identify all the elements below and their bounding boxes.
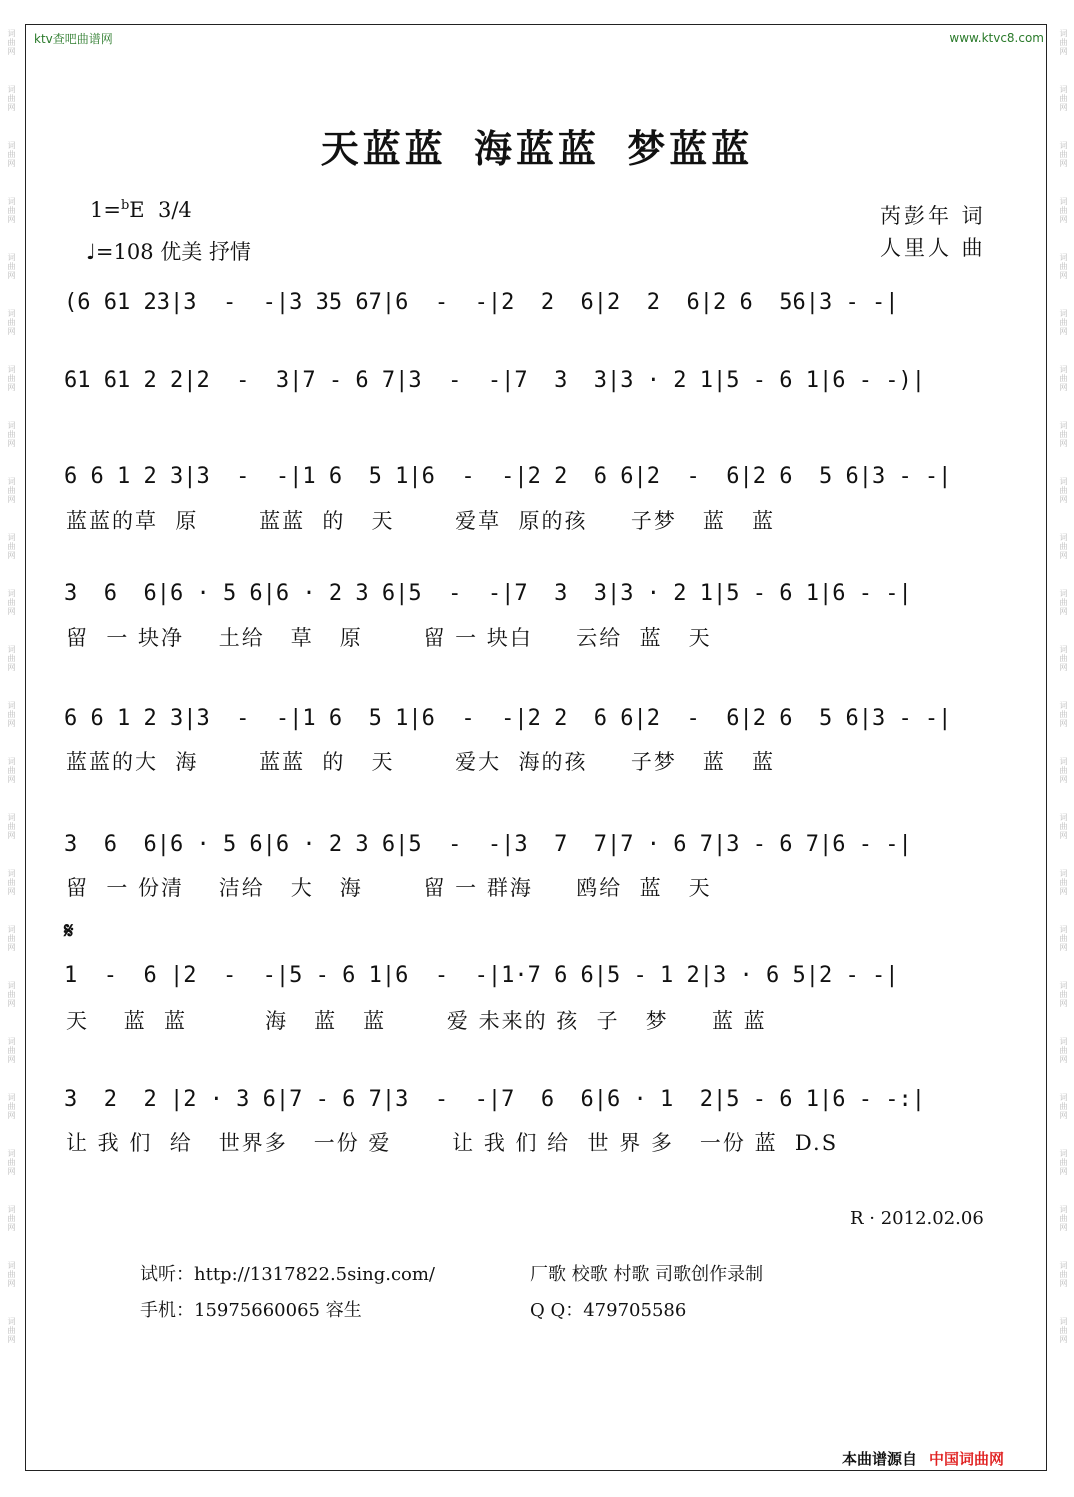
side-watermark-text: 词曲网	[1059, 365, 1068, 392]
phone-contact: 手机：15975660065 容生	[140, 1300, 362, 1321]
side-watermark-text: 词曲网	[1059, 533, 1068, 560]
side-watermark-text: 词曲网	[1059, 477, 1068, 504]
side-watermark-text: 词曲网	[1059, 141, 1068, 168]
side-watermark-text: 词曲网	[1059, 253, 1068, 280]
side-watermark-text: 词曲网	[7, 645, 16, 672]
service-text: 厂歌 校歌 村歌 司歌创作录制	[530, 1264, 764, 1285]
lyrics-line-6: 留 一 份清 洁给 大 海 留 一 群海 鸥给 蓝 天	[66, 876, 712, 900]
side-watermark-text: 词曲网	[1059, 309, 1068, 336]
side-watermark-text: 词曲网	[7, 533, 16, 560]
notation-line-1: (6 61 23|3 - -|3 35 67|6 - -|2 2 6|2 2 6|2 6 56|3 - -|	[64, 290, 899, 315]
side-watermark-text: 词曲网	[7, 925, 16, 952]
qq-contact: Q Q：479705586	[530, 1300, 687, 1321]
side-watermark-text: 词曲网	[7, 1261, 16, 1288]
lyrics-line-5: 蓝蓝的大 海 蓝蓝 的 天 爱大 海的孩 子梦 蓝 蓝	[66, 750, 775, 774]
notation-line-8: 3 2 2 |2 · 3 6|7 - 6 7|3 - -|7 6 6|6 · 1 2|5 - 6 1|6 - -:|	[64, 1087, 925, 1112]
side-watermark-text: 词曲网	[1059, 701, 1068, 728]
source-credit	[842, 1448, 1004, 1469]
song-title: 天蓝蓝 海蓝蓝 梦蓝蓝	[320, 127, 754, 171]
lyrics-line-4: 留 一 块净 土给 草 原 留 一 块白 云给 蓝 天	[66, 626, 712, 650]
lyrics-line-3: 蓝蓝的草 原 蓝蓝 的 天 爱草 原的孩 子梦 蓝 蓝	[66, 509, 775, 533]
side-watermark-text: 词曲网	[1059, 645, 1068, 672]
side-watermark-text: 词曲网	[1059, 1149, 1068, 1176]
right-watermark-strip	[1052, 0, 1074, 1497]
side-watermark-text: 词曲网	[1059, 197, 1068, 224]
side-watermark-text: 词曲网	[1059, 925, 1068, 952]
site-url-right[interactable]: www.ktvc8.com	[949, 31, 1044, 45]
side-watermark-text: 词曲网	[1059, 1317, 1068, 1344]
side-watermark-text: 词曲网	[1059, 981, 1068, 1008]
source-prefix: 本曲谱源自	[842, 1450, 918, 1468]
side-watermark-text: 词曲网	[7, 981, 16, 1008]
side-watermark-text: 词曲网	[7, 1037, 16, 1064]
time-signature: 3/4	[158, 198, 192, 222]
side-watermark-text: 词曲网	[7, 477, 16, 504]
side-watermark-text: 词曲网	[7, 141, 16, 168]
side-watermark-text: 词曲网	[7, 253, 16, 280]
side-watermark-text: 词曲网	[7, 197, 16, 224]
composer-credit: 人里人 曲	[880, 236, 986, 260]
notation-line-4: 3 6 6|6 · 5 6|6 · 2 3 6|5 - -|7 3 3|3 · 2 1|5 - 6 1|6 - -|	[64, 581, 912, 606]
side-watermark-text: 词曲网	[1059, 29, 1068, 56]
key-signature: 1=$^b$E 3/4	[90, 198, 192, 222]
side-watermark-text: 词曲网	[7, 1317, 16, 1344]
side-watermark-text: 词曲网	[1059, 85, 1068, 112]
side-watermark-text: 词曲网	[7, 1205, 16, 1232]
side-watermark-text: 词曲网	[7, 421, 16, 448]
side-watermark-text: 词曲网	[1059, 1205, 1068, 1232]
side-watermark-text: 词曲网	[7, 589, 16, 616]
side-watermark-text: 词曲网	[1059, 757, 1068, 784]
notation-line-6: 3 6 6|6 · 5 6|6 · 2 3 6|5 - -|3 7 7|7 · 6 7|3 - 6 7|6 - -|	[64, 832, 912, 857]
side-watermark-text: 词曲网	[7, 309, 16, 336]
left-watermark-strip	[0, 0, 22, 1497]
side-watermark-text: 词曲网	[7, 757, 16, 784]
side-watermark-text: 词曲网	[7, 85, 16, 112]
source-site[interactable]: 中国词曲网	[929, 1450, 1005, 1468]
revision-date: R · 2012.02.06	[850, 1208, 984, 1229]
side-watermark-text: 词曲网	[7, 1093, 16, 1120]
notation-line-2: 61 61 2 2|2 - 3|7 - 6 7|3 - -|7 3 3|3 · 2 1|5 - 6 1|6 - -)|	[64, 368, 925, 393]
side-watermark-text: 词曲网	[1059, 589, 1068, 616]
side-watermark-text: 词曲网	[1059, 1037, 1068, 1064]
side-watermark-text: 词曲网	[7, 29, 16, 56]
side-watermark-text: 词曲网	[1059, 421, 1068, 448]
lyrics-line-7: 天 蓝 蓝 海 蓝 蓝 爱 未来的 孩 子 梦 蓝 蓝	[66, 1009, 767, 1033]
side-watermark-text: 词曲网	[1059, 1093, 1068, 1120]
listen-link[interactable]: 试听：http://1317822.5sing.com/	[140, 1264, 435, 1285]
site-name-left[interactable]: ktv查吧曲谱网	[34, 32, 113, 46]
side-watermark-text: 词曲网	[7, 1149, 16, 1176]
lyricist-credit: 芮彭年 词	[880, 204, 986, 228]
segno-sign: 𝄋	[64, 918, 74, 944]
side-watermark-text: 词曲网	[1059, 1261, 1068, 1288]
side-watermark-text: 词曲网	[7, 869, 16, 896]
side-watermark-text: 词曲网	[7, 365, 16, 392]
tempo-marking: ♩=108 优美 抒情	[86, 240, 251, 264]
notation-line-7: 1 - 6 |2 - -|5 - 6 1|6 - -|1·7 6 6|5 - 1 2|3 · 6 5|2 - -|	[64, 963, 899, 988]
notation-line-3: 6 6 1 2 3|3 - -|1 6 5 1|6 - -|2 2 6 6|2 - 6|2 6 5 6|3 - -|	[64, 464, 952, 489]
notation-line-5: 6 6 1 2 3|3 - -|1 6 5 1|6 - -|2 2 6 6|2 - 6|2 6 5 6|3 - -|	[64, 706, 952, 731]
side-watermark-text: 词曲网	[1059, 813, 1068, 840]
side-watermark-text: 词曲网	[7, 813, 16, 840]
side-watermark-text: 词曲网	[1059, 869, 1068, 896]
side-watermark-text: 词曲网	[7, 701, 16, 728]
lyrics-line-8: 让 我 们 给 世界多 一份 爱 让 我 们 给 世 界 多 一份 蓝 D.S	[66, 1131, 839, 1155]
